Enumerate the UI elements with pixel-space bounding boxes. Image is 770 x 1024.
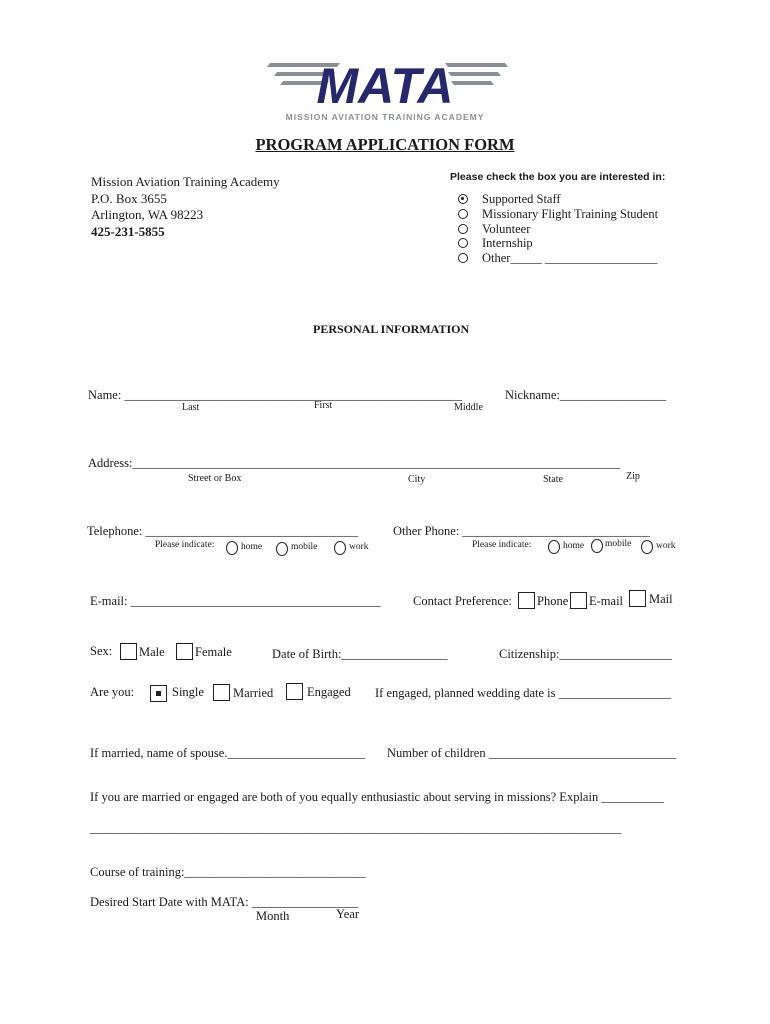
zip-caption: Zip bbox=[626, 471, 640, 482]
are-you-label: Are you: bbox=[90, 685, 135, 699]
sex-male-label: Male bbox=[139, 645, 165, 659]
phone-work-label: work bbox=[349, 542, 369, 552]
married-label: Married bbox=[233, 686, 274, 700]
interest-option-label: Supported Staff bbox=[482, 192, 561, 206]
interest-heading: Please check the box you are interested in: bbox=[450, 171, 666, 183]
nickname-field[interactable]: Nickname:_________________ bbox=[505, 388, 667, 402]
sex-label: Sex: bbox=[90, 644, 113, 658]
city-caption: City bbox=[408, 474, 426, 485]
contact-mail-label: Mail bbox=[649, 592, 673, 606]
interest-radio[interactable] bbox=[458, 194, 468, 204]
course-field[interactable]: Course of training:_____________________________ bbox=[90, 865, 366, 879]
start-date-field[interactable]: Desired Start Date with MATA: _________________ bbox=[90, 895, 359, 909]
sex-female-checkbox[interactable] bbox=[176, 643, 193, 660]
org-po: P.O. Box 3655 bbox=[91, 190, 167, 206]
form-title: PROGRAM APPLICATION FORM bbox=[255, 135, 515, 154]
interest-option-label: Missionary Flight Training Student bbox=[482, 207, 659, 221]
contact-email-label: E-mail bbox=[589, 594, 624, 608]
engaged-label: Engaged bbox=[307, 685, 351, 699]
missions-question[interactable]: If you are married or engaged are both of you equally enthusiastic about serving in missions? Explain __________ bbox=[90, 790, 664, 804]
phone-mobile-radio[interactable] bbox=[276, 542, 288, 556]
engaged-checkbox[interactable] bbox=[286, 683, 303, 700]
dob-field[interactable]: Date of Birth:_________________ bbox=[272, 647, 448, 661]
missions-answer-line[interactable]: _____________________________________________________________________________________ bbox=[90, 821, 622, 835]
wedding-date-field[interactable]: If engaged, planned wedding date is __________________ bbox=[375, 686, 672, 700]
sex-male-checkbox[interactable] bbox=[120, 643, 137, 660]
interest-option-label: Internship bbox=[482, 236, 533, 250]
interest-option-label: Volunteer bbox=[482, 222, 531, 236]
email-field[interactable]: E-mail: ________________________________________ bbox=[90, 594, 381, 608]
address-field[interactable]: Address:______________________________________________________________________________ bbox=[88, 456, 620, 470]
first-caption: First bbox=[314, 400, 333, 411]
phone-home-radio[interactable] bbox=[226, 541, 238, 555]
last-caption: Last bbox=[182, 402, 200, 413]
spouse-name-field[interactable]: If married, name of spouse.______________________ bbox=[90, 746, 365, 760]
married-checkbox[interactable] bbox=[213, 684, 230, 701]
contact-mail-checkbox[interactable] bbox=[629, 590, 646, 607]
phone-mobile-label: mobile bbox=[291, 542, 318, 552]
interest-radio[interactable] bbox=[458, 238, 468, 248]
interest-radio[interactable] bbox=[458, 209, 468, 219]
contact-phone-checkbox[interactable] bbox=[518, 592, 535, 609]
telephone-field[interactable]: Telephone: __________________________________ bbox=[87, 524, 358, 538]
single-checkbox[interactable] bbox=[150, 685, 167, 702]
phone-work-radio[interactable] bbox=[334, 541, 346, 555]
org-phone: 425-231-5855 bbox=[91, 223, 165, 239]
section-heading: PERSONAL INFORMATION bbox=[313, 322, 470, 336]
org-address bbox=[91, 174, 280, 240]
other-home-radio[interactable] bbox=[548, 540, 560, 554]
phone-home-label: home bbox=[241, 542, 263, 552]
state-caption: State bbox=[543, 474, 563, 485]
sex-female-label: Female bbox=[195, 645, 232, 659]
org-city: Arlington, WA 98223 bbox=[91, 207, 204, 222]
contact-phone-label: Phone bbox=[537, 594, 569, 608]
mata-logo bbox=[265, 55, 510, 125]
month-caption: Month bbox=[256, 909, 290, 923]
org-name: Mission Aviation Training Academy bbox=[91, 174, 280, 189]
other-work-label: work bbox=[656, 541, 676, 551]
contact-email-checkbox[interactable] bbox=[570, 592, 587, 609]
other-mobile-label: mobile bbox=[605, 539, 632, 549]
children-field[interactable]: Number of children ______________________________ bbox=[387, 746, 677, 760]
contact-preference-label: Contact Preference: bbox=[413, 594, 512, 608]
other-phone-field[interactable]: Other Phone: ______________________________ bbox=[393, 524, 650, 538]
interest-option-label: Other_____ __________________ bbox=[482, 251, 658, 265]
logo-tagline: MISSION AVIATION TRAINING ACADEMY bbox=[285, 112, 485, 122]
interest-radio[interactable] bbox=[458, 253, 468, 263]
name-field[interactable]: Name: ______________________________________________________ bbox=[88, 388, 462, 402]
single-label: Single bbox=[172, 685, 204, 699]
street-caption: Street or Box bbox=[188, 473, 242, 484]
interest-radio[interactable] bbox=[458, 224, 468, 234]
logo-wordmark: MATA bbox=[316, 58, 454, 114]
other-work-radio[interactable] bbox=[641, 540, 653, 554]
year-caption: Year bbox=[336, 907, 360, 921]
middle-caption: Middle bbox=[454, 402, 483, 413]
other-mobile-radio[interactable] bbox=[591, 539, 603, 553]
phone-indicate-label: Please indicate: bbox=[155, 540, 215, 550]
other-home-label: home bbox=[563, 541, 585, 551]
other-indicate-label: Please indicate: bbox=[472, 540, 532, 550]
citizenship-field[interactable]: Citizenship:__________________ bbox=[499, 647, 672, 661]
